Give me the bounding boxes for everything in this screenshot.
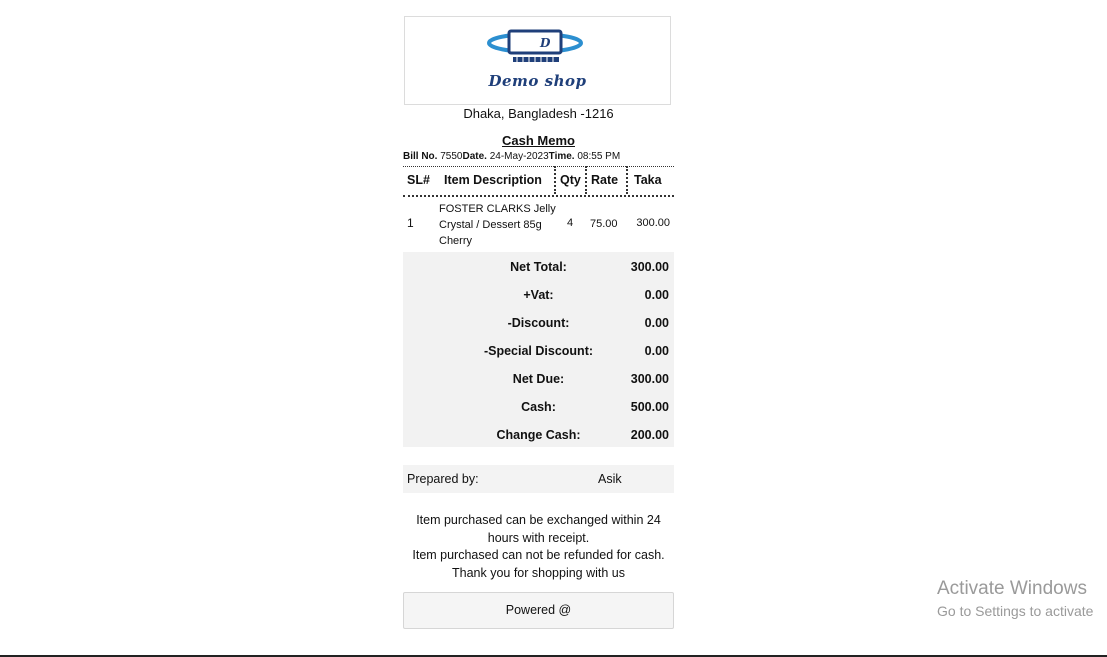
header-rate: Rate [591, 173, 619, 187]
note-line: Item purchased can not be refunded for cash. [412, 548, 665, 562]
shop-logo [404, 16, 671, 105]
discount-value: 0.00 [644, 316, 669, 330]
prepared-by-row [403, 465, 674, 493]
bill-no-label: Bill No. [403, 151, 438, 162]
totals-section [403, 252, 674, 447]
change-cash-value: 200.00 [630, 428, 669, 442]
prepared-by-name: Asik [598, 472, 622, 486]
memo-title: Cash Memo [502, 133, 575, 148]
header-description: Item Description [444, 173, 542, 187]
header-sl: SL# [407, 173, 430, 187]
bill-date: 24-May-2023 [489, 151, 549, 162]
header-taka: Taka [634, 173, 662, 187]
time-label: Time. [548, 151, 575, 162]
item-taka: 300.00 [636, 217, 670, 229]
cash-value: 500.00 [630, 400, 669, 414]
item-description: FOSTER CLARKS Jelly Crystal / Dessert 85g Cherry [439, 203, 556, 247]
note-line: Item purchased can be exchanged within 24 [416, 513, 661, 527]
table-header [403, 166, 674, 197]
bill-time: 08:55 PM [577, 151, 621, 162]
change-cash-row [403, 422, 674, 450]
column-divider [554, 166, 556, 194]
prepared-by-label: Prepared by: [407, 472, 479, 486]
bill-info [403, 151, 674, 162]
net-total-row [403, 254, 674, 282]
logo-text: Demo shop [488, 72, 587, 90]
activate-windows-watermark [937, 578, 1093, 619]
discount-row [403, 310, 674, 338]
receipt-notes [403, 512, 674, 582]
vat-row [403, 282, 674, 310]
net-total-label: Net Total: [510, 260, 567, 274]
special-discount-label: -Special Discount: [483, 344, 594, 358]
cash-row [403, 394, 674, 422]
net-due-row [403, 366, 674, 394]
computer-logo-icon [485, 27, 590, 72]
date-label: Date. [462, 151, 487, 162]
note-line: Thank you for shopping with us [451, 565, 626, 580]
cash-label: Cash: [521, 400, 556, 414]
shop-address: Dhaka, Bangladesh -1216 [463, 106, 614, 121]
note-line: hours with receipt. [487, 530, 590, 545]
net-total-value: 300.00 [630, 260, 669, 274]
column-divider [585, 166, 587, 194]
powered-by-button[interactable]: Powered @ [403, 592, 674, 629]
item-rate: 75.00 [590, 218, 618, 230]
svg-text:D: D [540, 36, 551, 50]
special-discount-value: 0.00 [644, 344, 669, 358]
activate-windows-title: Activate Windows [937, 578, 1087, 599]
vat-value: 0.00 [644, 288, 669, 302]
discount-label: -Discount: [507, 316, 570, 330]
change-cash-label: Change Cash: [496, 428, 581, 442]
activate-windows-subtitle: Go to Settings to activate [937, 603, 1094, 619]
net-due-value: 300.00 [630, 372, 669, 386]
header-qty: Qty [560, 173, 581, 187]
column-divider [626, 166, 628, 194]
bill-no: 7550 [440, 151, 463, 162]
item-qty: 4 [567, 217, 574, 229]
vat-label: +Vat: [523, 288, 554, 302]
net-due-label: Net Due: [512, 372, 565, 386]
table-row [403, 199, 674, 249]
item-sl: 1 [407, 216, 414, 230]
special-discount-row [403, 338, 674, 366]
